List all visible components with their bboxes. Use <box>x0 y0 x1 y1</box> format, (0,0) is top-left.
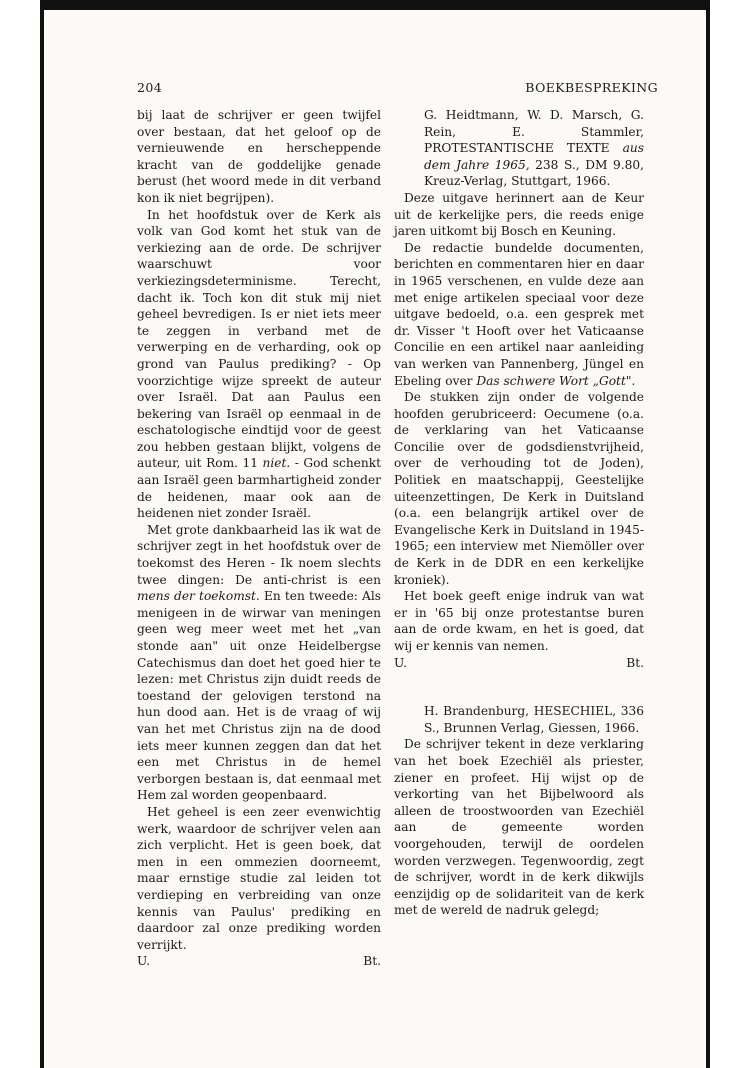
paragraph: Met grote dankbaarheid las ik wat de schrijver zegt in het hoofdstuk over de toekomst des Heren - Ik noem slechts twee dingen: De anti-christ is een mens der toekomst. En ten tweede: Als menigeen in de wirwar van meningen geen weg meer weet met het „van stonde aan" uit onze Heidelbergse Catechismus dan doet het goed hier te lezen: met Christus zijn duidt reeds de toestand der gelovigen terstond na hun dood aan. Het is de vraag of wij van het met Christus zijn na de dood iets meer kunnen zeggen dan dat het een met Christus in de hemel verborgen bestaan is, dat eenmaal met Hem zal worden geopenbaard. <box>137 522 382 803</box>
paragraph: Het boek geeft enige indruk van wat er in '65 bij onze protestantse buren aan de orde kwam, en het is goed, dat wij er kennis van nemen. <box>394 589 644 653</box>
running-title: BOEKBESPREKING <box>525 80 658 95</box>
signature-initial: U. <box>137 954 151 969</box>
paragraph: bij laat de schrijver er geen twijfel over bestaan, dat het geloof op de vernieuwende en herscheppende kracht van de goddelijke genade berust (het woord mede in dit verband kon ik niet begrijpen). <box>137 108 381 205</box>
signature-initials: Bt. <box>626 655 644 670</box>
entry-heading: G. Heidtmann, W. D. Marsch, G. Rein, E. Stammler, PROTESTANTISCHE TEXTE aus dem Jahre 1965, 238 S., DM 9.80, Kreuz-Verlag, Stuttgart, 1966. <box>424 108 645 189</box>
paragraph: Deze uitgave herinnert aan de Keur uit de kerkelijke pers, die reeds enige jaren uitkomt bij Bosch en Keuning. <box>394 190 644 239</box>
signature-initial: U. <box>394 655 408 670</box>
left-column <box>137 107 381 970</box>
page-number: 204 <box>137 80 163 95</box>
paragraph: Het geheel is een zeer evenwichtig werk, waardoor de schrijver velen aan zich verplicht. Het is geen boek, dat men in een ommezien doorneemt, maar ernstige studie zal leiden tot verdieping en verbreiding van onze kennis van Paulus' prediking en daardoor zal onze prediking worden verrijkt. <box>137 804 381 952</box>
scan-border-right <box>706 0 710 1068</box>
paragraph: De redactie bundelde documenten, berichten en commentaren hier en daar in 1965 verschenen, en vulde deze aan met enige artikelen speciaal voor deze uitgave bedoeld, o.a. een gesprek met dr. Visser 't Hooft over het Vaticaanse Concilie en een artikel naar aanleiding van werken van Pannenberg, Jüngel en Ebeling over Das schwere Wort „Gott". <box>394 240 644 388</box>
signature <box>137 953 381 970</box>
spacer <box>394 671 644 703</box>
paragraph: De stukken zijn onder de volgende hoofden gerubriceerd: Oecumene (o.a. de verklaring van het Vaticaanse Concilie over de godsdienstvrijheid, over de verhouding tot de Joden), Politiek en maatschappij, Geestelijke uiteenzettingen, De Kerk in Duitsland (o.a. een belangrijk artikel over de Evangelische Kerk in Duitsland in 1945-1965; een interview met Niemöller over de Kerk in de DDR en een kerkelijke kroniek). <box>394 390 644 587</box>
right-column <box>394 107 644 919</box>
signature <box>394 655 644 672</box>
paragraph: In het hoofdstuk over de Kerk als volk van God komt het stuk van de verkiezing aan de orde. De schrijver waarschuwt voor verkiezingsdeterminisme. Terecht, dacht ik. Toch kon dit stuk mij niet geheel bevredigen. Is er niet iets meer te zeggen in verband met de verwerping en de verharding, ook op grond van Paulus prediking? - Op voorzichtige wijze spreekt de auteur over Israël. Dat aan Paulus een bekering van Israël op eenmaal in de eschatologische eindtijd voor de geest zou hebben gestaan blijkt, volgens de auteur, uit Rom. 11 niet. - God schenkt aan Israël geen barmhartigheid zonder de heidenen, maar ook aan de heidenen niet zonder Israël. <box>137 207 382 521</box>
entry-heading: H. Brandenburg, HESECHIEL, 336 S., Brunnen Verlag, Giessen, 1966. <box>424 704 644 735</box>
page-header <box>137 80 658 95</box>
paragraph: De schrijver tekent in deze verklaring van het boek Ezechiël als priester, ziener en profeet. Hij wijst op de verkorting van het Bijbelwoord als alleen de troostwoorden van Ezechiël aan de gemeente worden voorgehouden, terwijl de oordelen worden verzwegen. Tegenwoordig, zegt de schrijver, wordt in de kerk dikwijls eenzijdig op de solidariteit van de kerk met de wereld de nadruk gelegd; <box>394 737 644 918</box>
signature-initials: Bt. <box>363 954 381 969</box>
scan-border-top <box>40 0 710 10</box>
